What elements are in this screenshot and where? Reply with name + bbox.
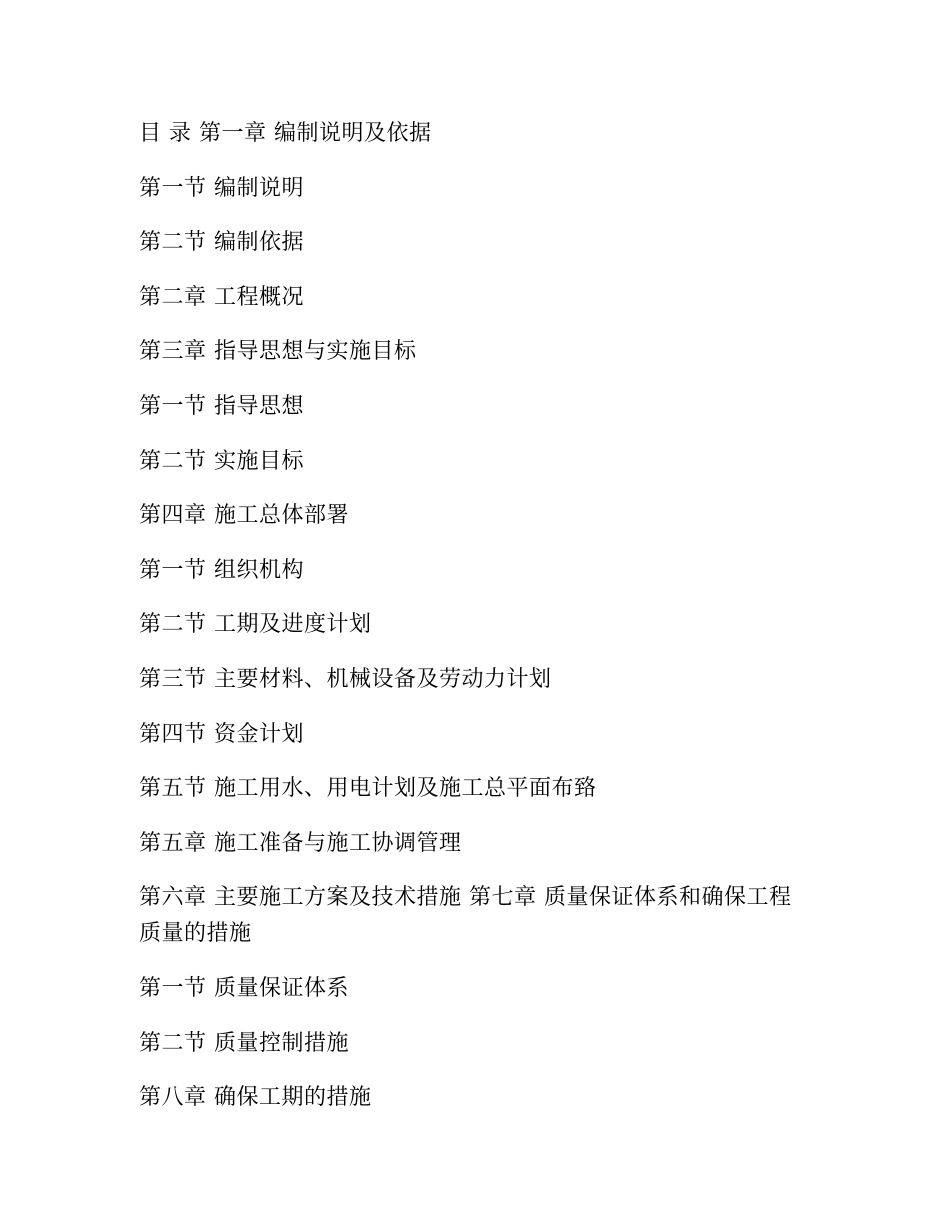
toc-line: 第二节 实施目标: [139, 448, 304, 474]
toc-line: 目 录 第一章 编制说明及依据: [139, 121, 432, 146]
toc-line: 第一节 组织机构: [139, 557, 304, 583]
toc-line: 第八章 确保工期的措施: [139, 1085, 372, 1111]
toc-line: 第二节 编制依据: [139, 230, 304, 256]
toc-line: 第三节 主要材料、机械设备及劳动力计划: [139, 666, 552, 692]
toc-line: 第四节 资金计划: [139, 721, 304, 747]
toc-line: 第四章 施工总体部署: [139, 503, 349, 529]
toc-line: 第六章 主要施工方案及技术措施 第七章 质量保证体系和确保工程质量的措施: [139, 885, 792, 947]
toc-line: 第一节 质量保证体系: [139, 975, 349, 1001]
toc-line: 第二节 质量控制措施: [139, 1030, 349, 1056]
toc-line: 第一节 编制说明: [139, 175, 304, 201]
table-of-contents: [139, 116, 809, 1135]
toc-line: 第五章 施工准备与施工协调管理: [139, 830, 462, 856]
toc-line: 第一节 指导思想: [139, 393, 304, 419]
toc-line: 第二章 工程概况: [139, 284, 304, 310]
toc-line: 第二节 工期及进度计划: [139, 612, 372, 638]
toc-line: 第五节 施工用水、用电计划及施工总平面布臵: [139, 776, 597, 802]
toc-line: 第三章 指导思想与实施目标: [139, 339, 417, 365]
